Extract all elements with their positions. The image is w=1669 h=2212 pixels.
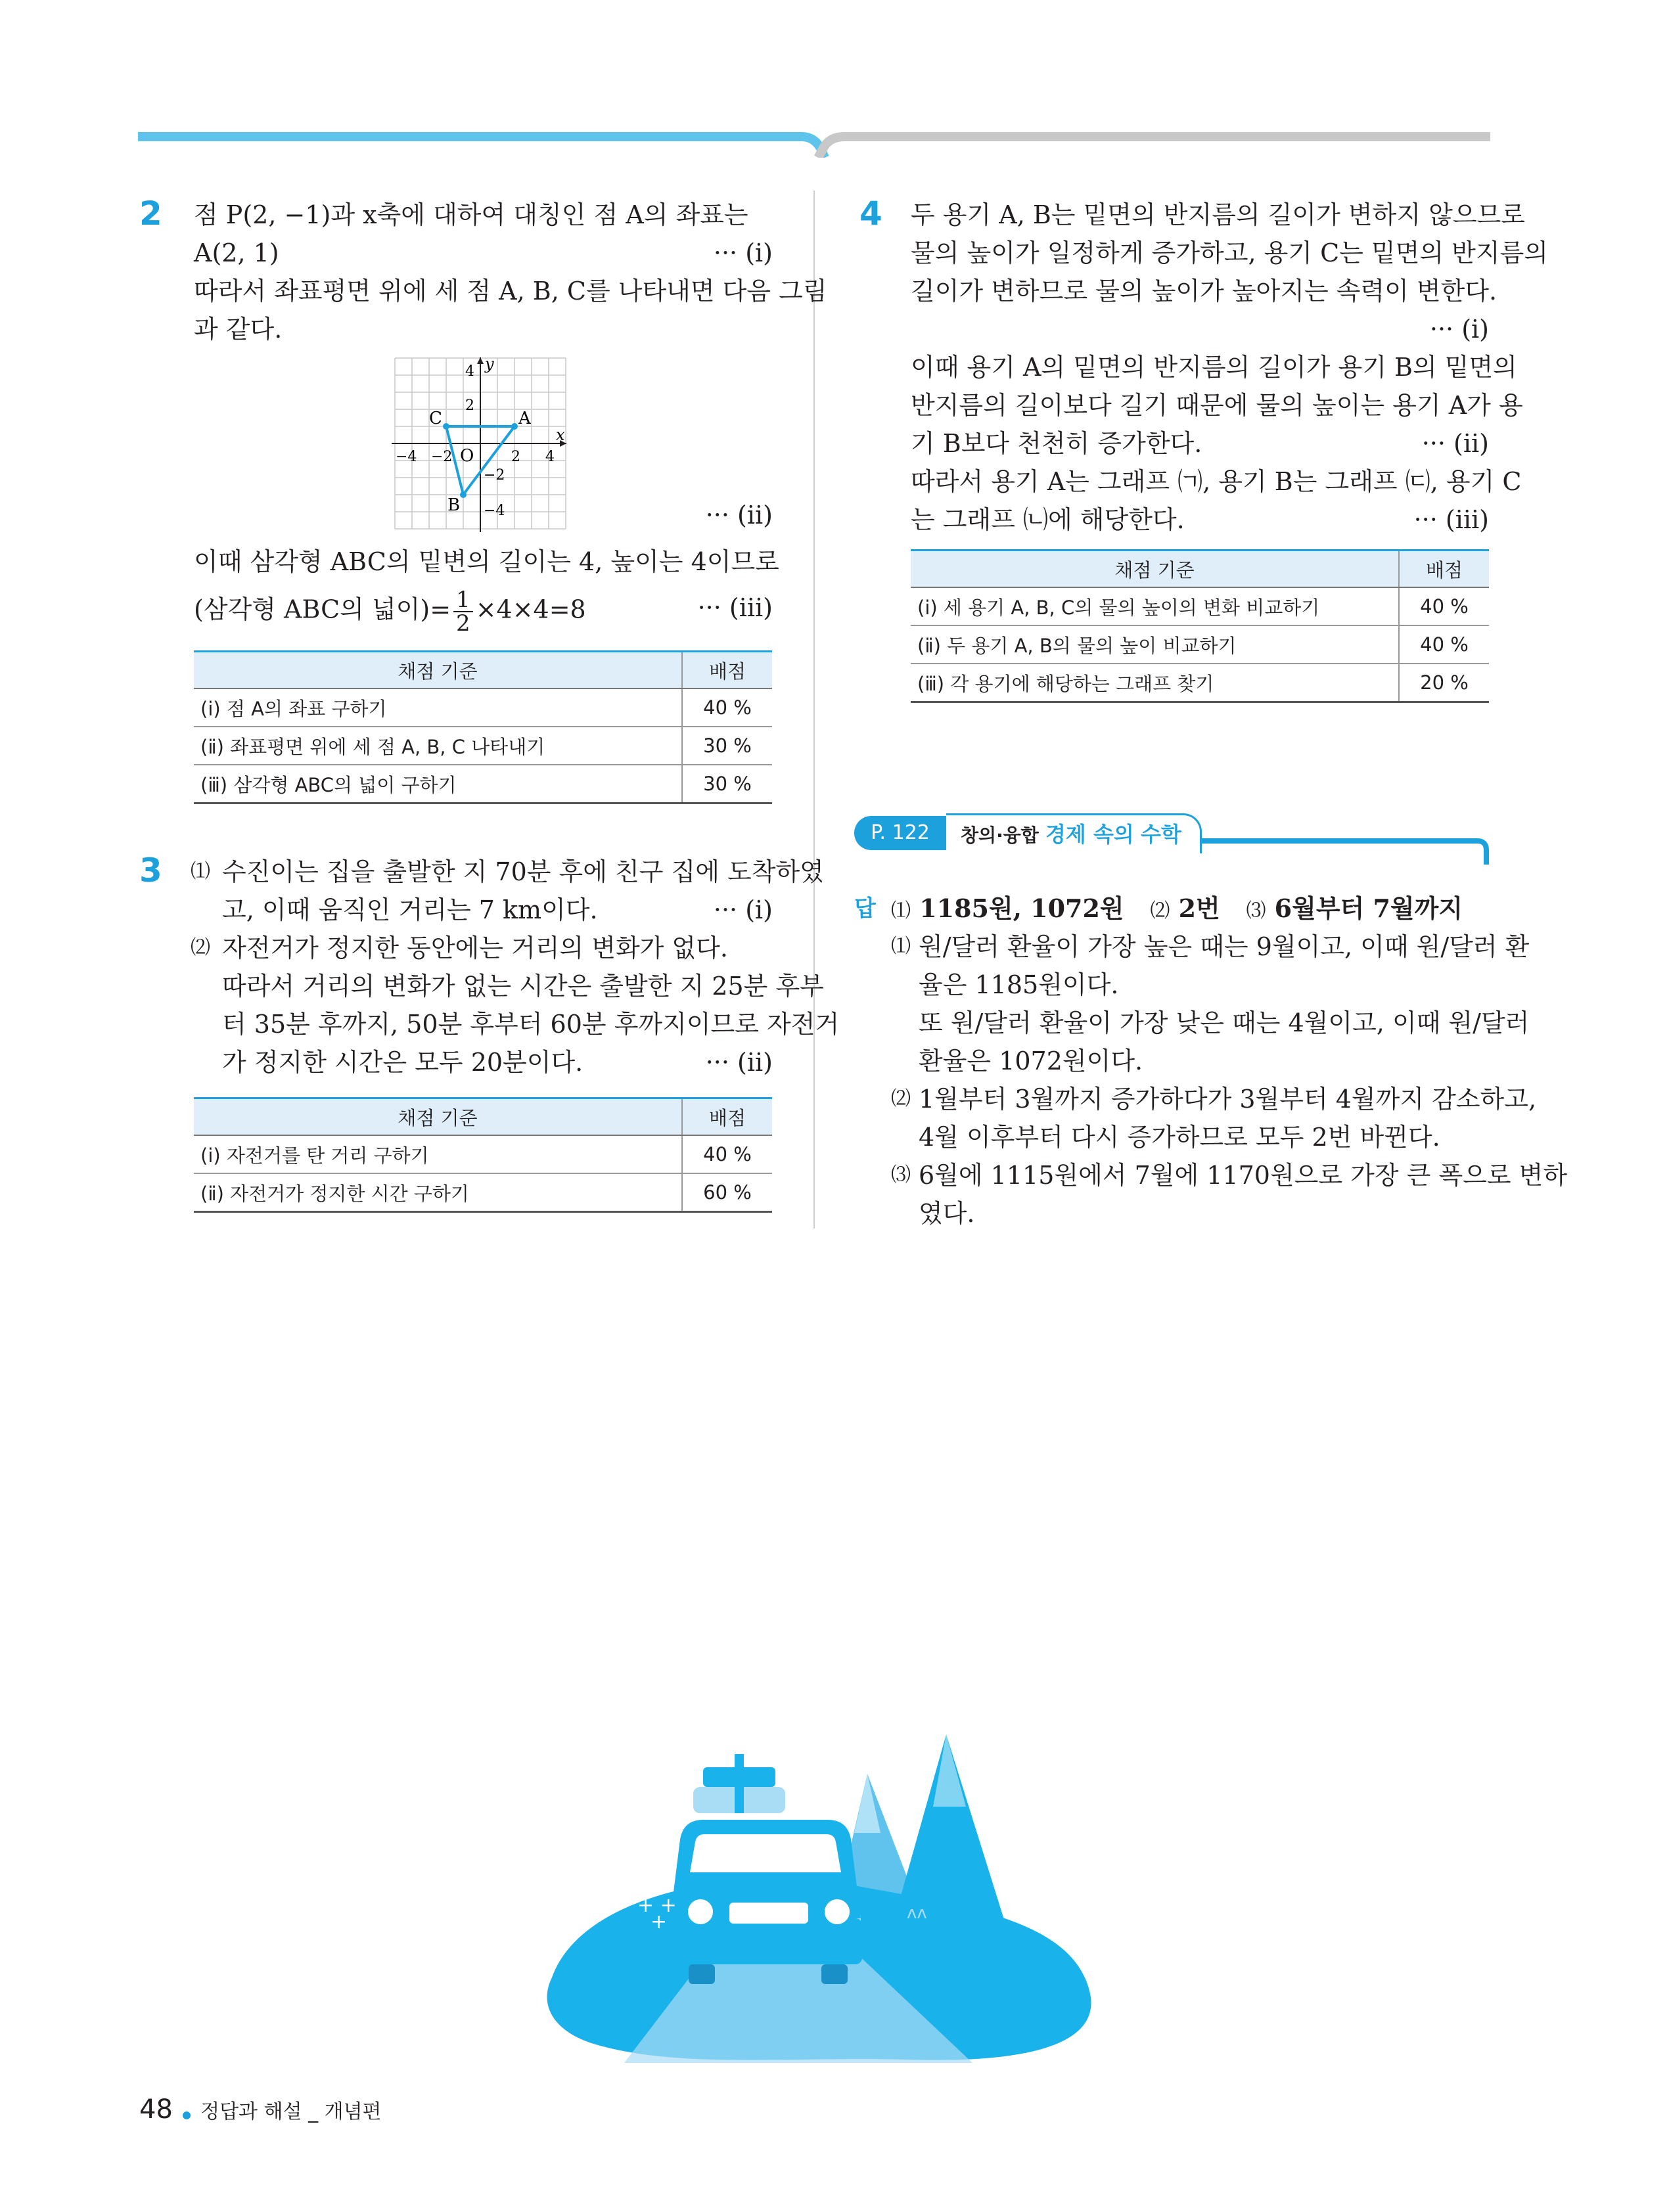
- table-row: [911, 587, 1489, 625]
- q3-line-3: 자전거가 정지한 동안에는 거리의 변화가 없다.: [222, 934, 728, 962]
- y-tick-label: −2: [484, 467, 505, 484]
- car-trip-illustration: [513, 1721, 1104, 2089]
- q3-line-5: 터 35분 후까지, 50분 후부터 60분 후까지이므로 자전거: [222, 1010, 840, 1039]
- q4-line-2: 물의 높이가 일정하게 증가하고, 용기 C는 밑면의 반지름의: [911, 238, 1548, 267]
- origin-label: O: [460, 446, 474, 466]
- point-label-c: C: [429, 409, 442, 428]
- summary-sub-1: ⑴: [891, 899, 911, 922]
- x-tick-label: −4: [396, 449, 417, 465]
- page-footer: [139, 2093, 382, 2131]
- criterion-cell: (ⅰ) 자전거를 탄 거리 구하기: [194, 1135, 682, 1173]
- table-row: [194, 1135, 772, 1173]
- answer-line-8: 였다.: [919, 1199, 975, 1228]
- header-bars: [0, 0, 1669, 158]
- q2-line-1: 점 P(2, −1)과 x축에 대하여 대칭인 점 A의 좌표는: [194, 200, 748, 229]
- table-row: [194, 727, 772, 765]
- q2-scoring-table: [194, 650, 772, 804]
- q4-mark-1: ··· (ⅰ): [1429, 315, 1489, 344]
- svg-text:+: +: [651, 1910, 668, 1933]
- q3-line-4: 따라서 거리의 변화가 없는 시간은 출발한 지 25분 후부: [222, 972, 824, 1001]
- x-tick-label: 4: [545, 449, 555, 465]
- score-cell: 40 %: [1399, 625, 1489, 664]
- table-header: 배점: [682, 652, 772, 689]
- question-number-3: 3: [139, 851, 162, 890]
- q2-line-2: A(2, 1): [194, 238, 279, 267]
- q4-line-7: 따라서 용기 A는 그래프 ㈀, 용기 B는 그래프 ㈂, 용기 C: [911, 467, 1522, 496]
- point-label-b: B: [447, 495, 461, 515]
- q4-line-5: 반지름의 길이보다 길기 때문에 물의 높이는 용기 A가 용: [911, 391, 1523, 420]
- score-cell: 40 %: [682, 688, 772, 727]
- section-title-end: 수학: [1140, 822, 1181, 847]
- table-row: [194, 765, 772, 803]
- q2-mark-3: ··· (ⅲ): [697, 593, 773, 622]
- q3-mark-1: ··· (ⅰ): [713, 895, 773, 924]
- coordinate-graph: [392, 355, 569, 532]
- table-row: [194, 688, 772, 727]
- score-cell: 60 %: [682, 1173, 772, 1212]
- question-number-2: 2: [139, 194, 162, 233]
- criterion-cell: (ⅱ) 두 용기 A, B의 물의 높이 비교하기: [911, 625, 1399, 664]
- q4-line-1: 두 용기 A, B는 밑면의 반지름의 길이가 변하지 않으므로: [911, 200, 1525, 229]
- page-tag: P. 122: [854, 816, 946, 850]
- svg-text:ᴧᴧ: ᴧᴧ: [907, 1903, 927, 1923]
- summary-sub-2: ⑵: [1150, 899, 1170, 922]
- summary-sub-3: ⑶: [1246, 899, 1266, 922]
- q4-line-8: 는 그래프 ㈁에 해당한다.: [911, 505, 1185, 534]
- table-header: 채점 기준: [194, 1098, 682, 1136]
- y-tick-label: −4: [484, 503, 505, 519]
- q4-mark-2: ··· (ⅱ): [1421, 429, 1489, 458]
- q3-line-6: 가 정지한 시간은 모두 20분이다.: [222, 1048, 583, 1077]
- score-cell: 30 %: [682, 727, 772, 765]
- q4-line-4: 이때 용기 A의 밑면의 반지름의 길이가 용기 B의 밑면의: [911, 353, 1517, 382]
- answer-line-6: 4월 이후부터 다시 증가하므로 모두 2번 바뀐다.: [919, 1123, 1440, 1152]
- area-prefix: (삼각형 ABC의 넓이)=: [194, 595, 451, 624]
- score-cell: 30 %: [682, 765, 772, 803]
- table-row: [911, 664, 1489, 702]
- answer-line-3: 또 원/달러 환율이 가장 낮은 때는 4월이고, 이때 원/달러: [919, 1008, 1530, 1037]
- criterion-cell: (ⅱ) 자전거가 정지한 시간 구하기: [194, 1173, 682, 1212]
- column-divider: [813, 191, 815, 1229]
- y-axis-label: y: [485, 355, 494, 373]
- q4-line-3: 길이가 변하므로 물의 높이가 높아지는 속력이 변한다.: [911, 277, 1498, 305]
- point-a: [511, 423, 518, 430]
- q4-scoring-table: [911, 549, 1489, 703]
- x-tick-label: −2: [431, 449, 453, 465]
- answer-sub-3: ⑶: [891, 1163, 911, 1186]
- point-c: [443, 423, 449, 430]
- criterion-cell: (ⅲ) 삼각형 ABC의 넓이 구하기: [194, 765, 682, 803]
- fraction-denominator: 2: [456, 610, 470, 637]
- question-number-4: 4: [859, 194, 882, 233]
- answer-line-1: 원/달러 환율이 가장 높은 때는 9월이고, 이때 원/달러 환: [919, 932, 1530, 961]
- q3-line-2: 고, 이때 움직인 거리는 7 km이다.: [222, 895, 598, 924]
- q3-scoring-table: [194, 1097, 772, 1213]
- footer-bullet-icon: [183, 2111, 191, 2119]
- y-tick-label: 2: [465, 397, 474, 414]
- criterion-cell: (ⅰ) 점 A의 좌표 구하기: [194, 688, 682, 727]
- score-cell: 40 %: [1399, 587, 1489, 625]
- answer-line-4: 환율은 1072원이다.: [919, 1047, 1143, 1075]
- summary-value-1: 1185원, 1072원: [919, 893, 1124, 923]
- page-number: 48: [139, 2094, 173, 2125]
- area-fraction: [453, 589, 473, 635]
- q2-mark-1: ··· (ⅰ): [713, 238, 773, 267]
- table-header: 채점 기준: [194, 652, 682, 689]
- section-title-box: [946, 813, 1202, 853]
- table-header: 채점 기준: [911, 551, 1399, 588]
- q3-sub-2: ⑵: [191, 936, 210, 959]
- answer-line-2: 율은 1185원이다.: [919, 970, 1119, 999]
- svg-text:+ +: + +: [637, 1894, 677, 1917]
- criterion-cell: (ⅱ) 좌표평면 위에 세 점 A, B, C 나타내기: [194, 727, 682, 765]
- q2-line-4: 과 같다.: [194, 315, 283, 344]
- q4-mark-3: ··· (ⅲ): [1413, 505, 1489, 534]
- summary-value-2: 2번: [1178, 893, 1220, 923]
- y-tick-label: 4: [465, 363, 474, 380]
- answer-sub-1: ⑴: [891, 935, 911, 958]
- book-title: 정답과 해설 _ 개념편: [200, 2100, 382, 2123]
- answer-label: 답: [854, 895, 876, 922]
- area-suffix: ×4×4=8: [475, 595, 586, 624]
- q3-mark-2: ··· (ⅱ): [705, 1048, 773, 1077]
- criterion-cell: (ⅰ) 세 용기 A, B, C의 물의 높이의 변화 비교하기: [911, 587, 1399, 625]
- section-title-accent: 경제 속의: [1045, 822, 1134, 847]
- answer-line-7: 6월에 1115원에서 7월에 1170원으로 가장 큰 폭으로 변하: [919, 1161, 1568, 1190]
- q2-area-formula: [194, 589, 586, 635]
- point-b: [460, 491, 467, 498]
- x-tick-label: 2: [511, 449, 520, 465]
- table-row: [911, 625, 1489, 664]
- criterion-cell: (ⅲ) 각 용기에 해당하는 그래프 찾기: [911, 664, 1399, 702]
- fraction-numerator: 1: [453, 589, 473, 612]
- answer-line-5: 1월부터 3월까지 증가하다가 3월부터 4월까지 감소하고,: [919, 1085, 1537, 1114]
- point-label-a: A: [518, 409, 531, 428]
- answer-summary: [891, 890, 1463, 930]
- q3-line-1: 수진이는 집을 출발한 지 70분 후에 친구 집에 도착하였: [222, 857, 824, 886]
- score-cell: 40 %: [682, 1135, 772, 1173]
- x-axis-label: x: [556, 426, 565, 444]
- q2-line-5: 이때 삼각형 ABC의 밑변의 길이는 4, 높이는 4이므로: [194, 547, 779, 576]
- summary-value-3: 6월부터 7월까지: [1274, 893, 1463, 923]
- q2-mark-2: ··· (ⅱ): [705, 501, 773, 530]
- table-header: 배점: [1399, 551, 1489, 588]
- table-row: [194, 1173, 772, 1212]
- q4-line-6: 기 B보다 천천히 증가한다.: [911, 429, 1202, 458]
- table-header: 배점: [682, 1098, 772, 1136]
- q3-sub-1: ⑴: [191, 860, 210, 883]
- q2-line-3: 따라서 좌표평면 위에 세 점 A, B, C를 나타내면 다음 그림: [194, 277, 827, 305]
- section-category: 창의·융합: [961, 824, 1039, 846]
- score-cell: 20 %: [1399, 664, 1489, 702]
- answer-sub-2: ⑵: [891, 1087, 911, 1110]
